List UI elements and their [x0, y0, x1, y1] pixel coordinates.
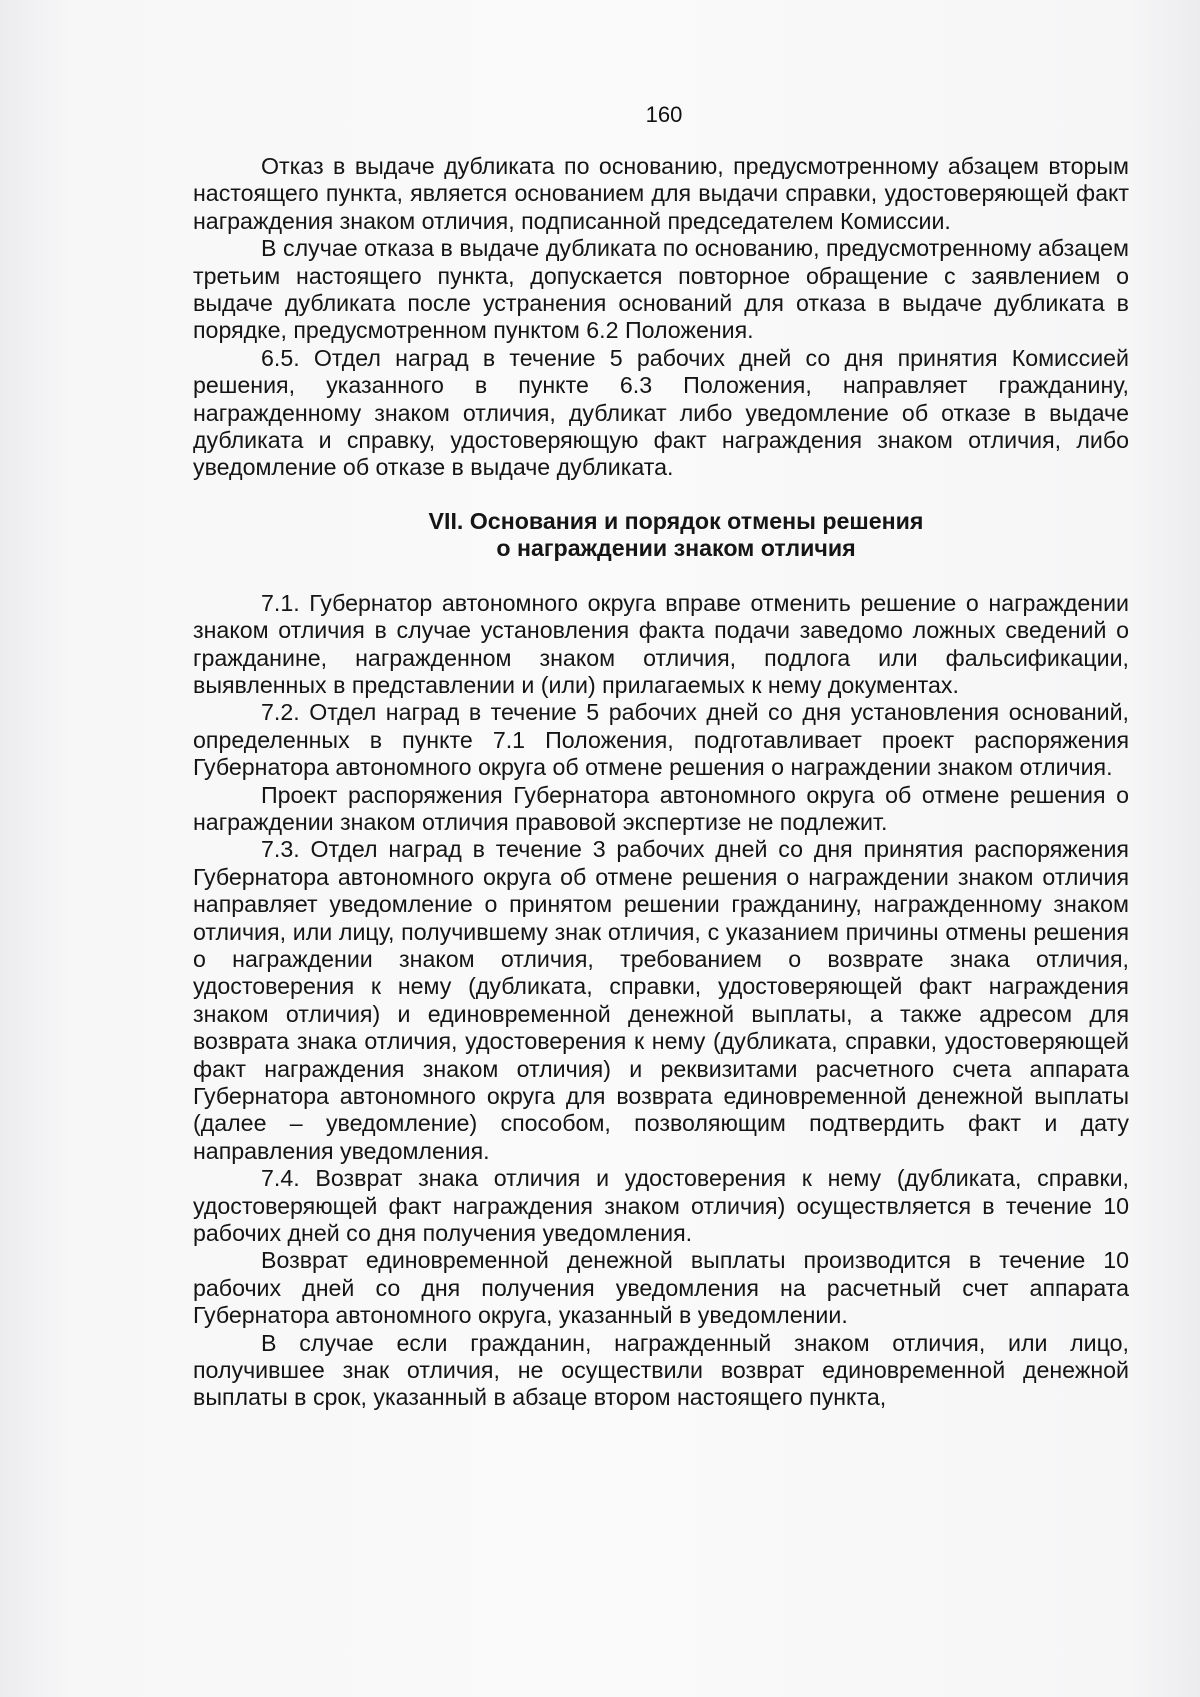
paragraph: 7.4. Возврат знака отличия и удостоверения к нему (дубликата, справки, удостоверяющей факт награждения знаком отличия) осуществляется в течение 10 рабочих дней со дня получения уведомления.	[193, 1165, 1129, 1247]
paragraph: 6.5. Отдел наград в течение 5 рабочих дней со дня принятия Комиссией решения, указанного в пункте 6.3 Положения, направляет гражданину, награжденному знаком отличия, дубликат либо уведомление об отказе в выдаче дубликата и справку, удостоверяющую факт награждения знаком отличия, либо уведомление об отказе в выдаче дубликата.	[193, 344, 1129, 481]
paragraph: 7.3. Отдел наград в течение 3 рабочих дней со дня принятия распоряжения Губернатора автономного округа об отмене решения о награждении знаком отличия направляет уведомление о принятом решении гражданину, награжденному знаком отличия, или лицу, получившему знак отличия, с указанием причины отмены решения о награждении знаком отличия, требованием о возврате знака отличия, удостоверения к нему (дубликата, справки, удостоверяющей факт награждения знаком отличия) и единовременной денежной выплаты, а также адресом для возврата знака отличия, удостоверения к нему (дубликата, справки, удостоверяющей факт награждения знаком отличия) и реквизитами расчетного счета аппарата Губернатора автономного округа для возврата единовременной денежной выплаты (далее – уведомление) способом, позволяющим подтвердить факт и дату направления уведомления.	[193, 836, 1129, 1164]
section-heading-line-1: VII. Основания и порядок отмены решения	[428, 507, 924, 534]
page-number: 160	[645, 102, 683, 127]
paragraph: Проект распоряжения Губернатора автономного округа об отмене решения о награждении знаком отличия правовой экспертизе не подлежит.	[193, 781, 1129, 835]
section-heading-line-2: о награждении знаком отличия	[496, 535, 856, 562]
paragraph: Отказ в выдаче дубликата по основанию, предусмотренному абзацем вторым настоящего пункта, является основанием для выдачи справки, удостоверяющей факт награждения знаком отличия, подписанной председателем Комиссии.	[193, 153, 1129, 234]
paragraph: 7.1. Губернатор автономного округа вправе отменить решение о награждении знаком отличия в случае установления факта подачи заведомо ложных сведений о гражданине, награжденном знаком отличия, подлога или фальсификации, выявленных в представлении и (или) прилагаемых к нему документах.	[193, 589, 1129, 698]
document-body	[193, 153, 1129, 1412]
paragraph: 7.2. Отдел наград в течение 5 рабочих дней со дня установления оснований, определенных в пункте 7.1 Положения, подготавливает проект распоряжения Губернатора автономного округа об отмене решения о награждении знаком отличия.	[193, 699, 1129, 781]
paragraph: В случае отказа в выдаче дубликата по основанию, предусмотренному абзацем третьим настоящего пункта, допускается повторное обращение с заявлением о выдаче дубликата после устранения оснований для отказа в выдаче дубликата в порядке, предусмотренном пунктом 6.2 Положения.	[193, 235, 1129, 344]
paragraph: В случае если гражданин, награжденный знаком отличия, или лицо, получившее знак отличия, не осуществили возврат единовременной денежной выплаты в срок, указанный в абзаце втором настоящего пункта,	[193, 1329, 1129, 1411]
paragraph: Возврат единовременной денежной выплаты производится в течение 10 рабочих дней со дня получения уведомления на расчетный счет аппарата Губернатора автономного округа, указанный в уведомлении.	[193, 1247, 1129, 1329]
section-heading	[193, 508, 1129, 563]
